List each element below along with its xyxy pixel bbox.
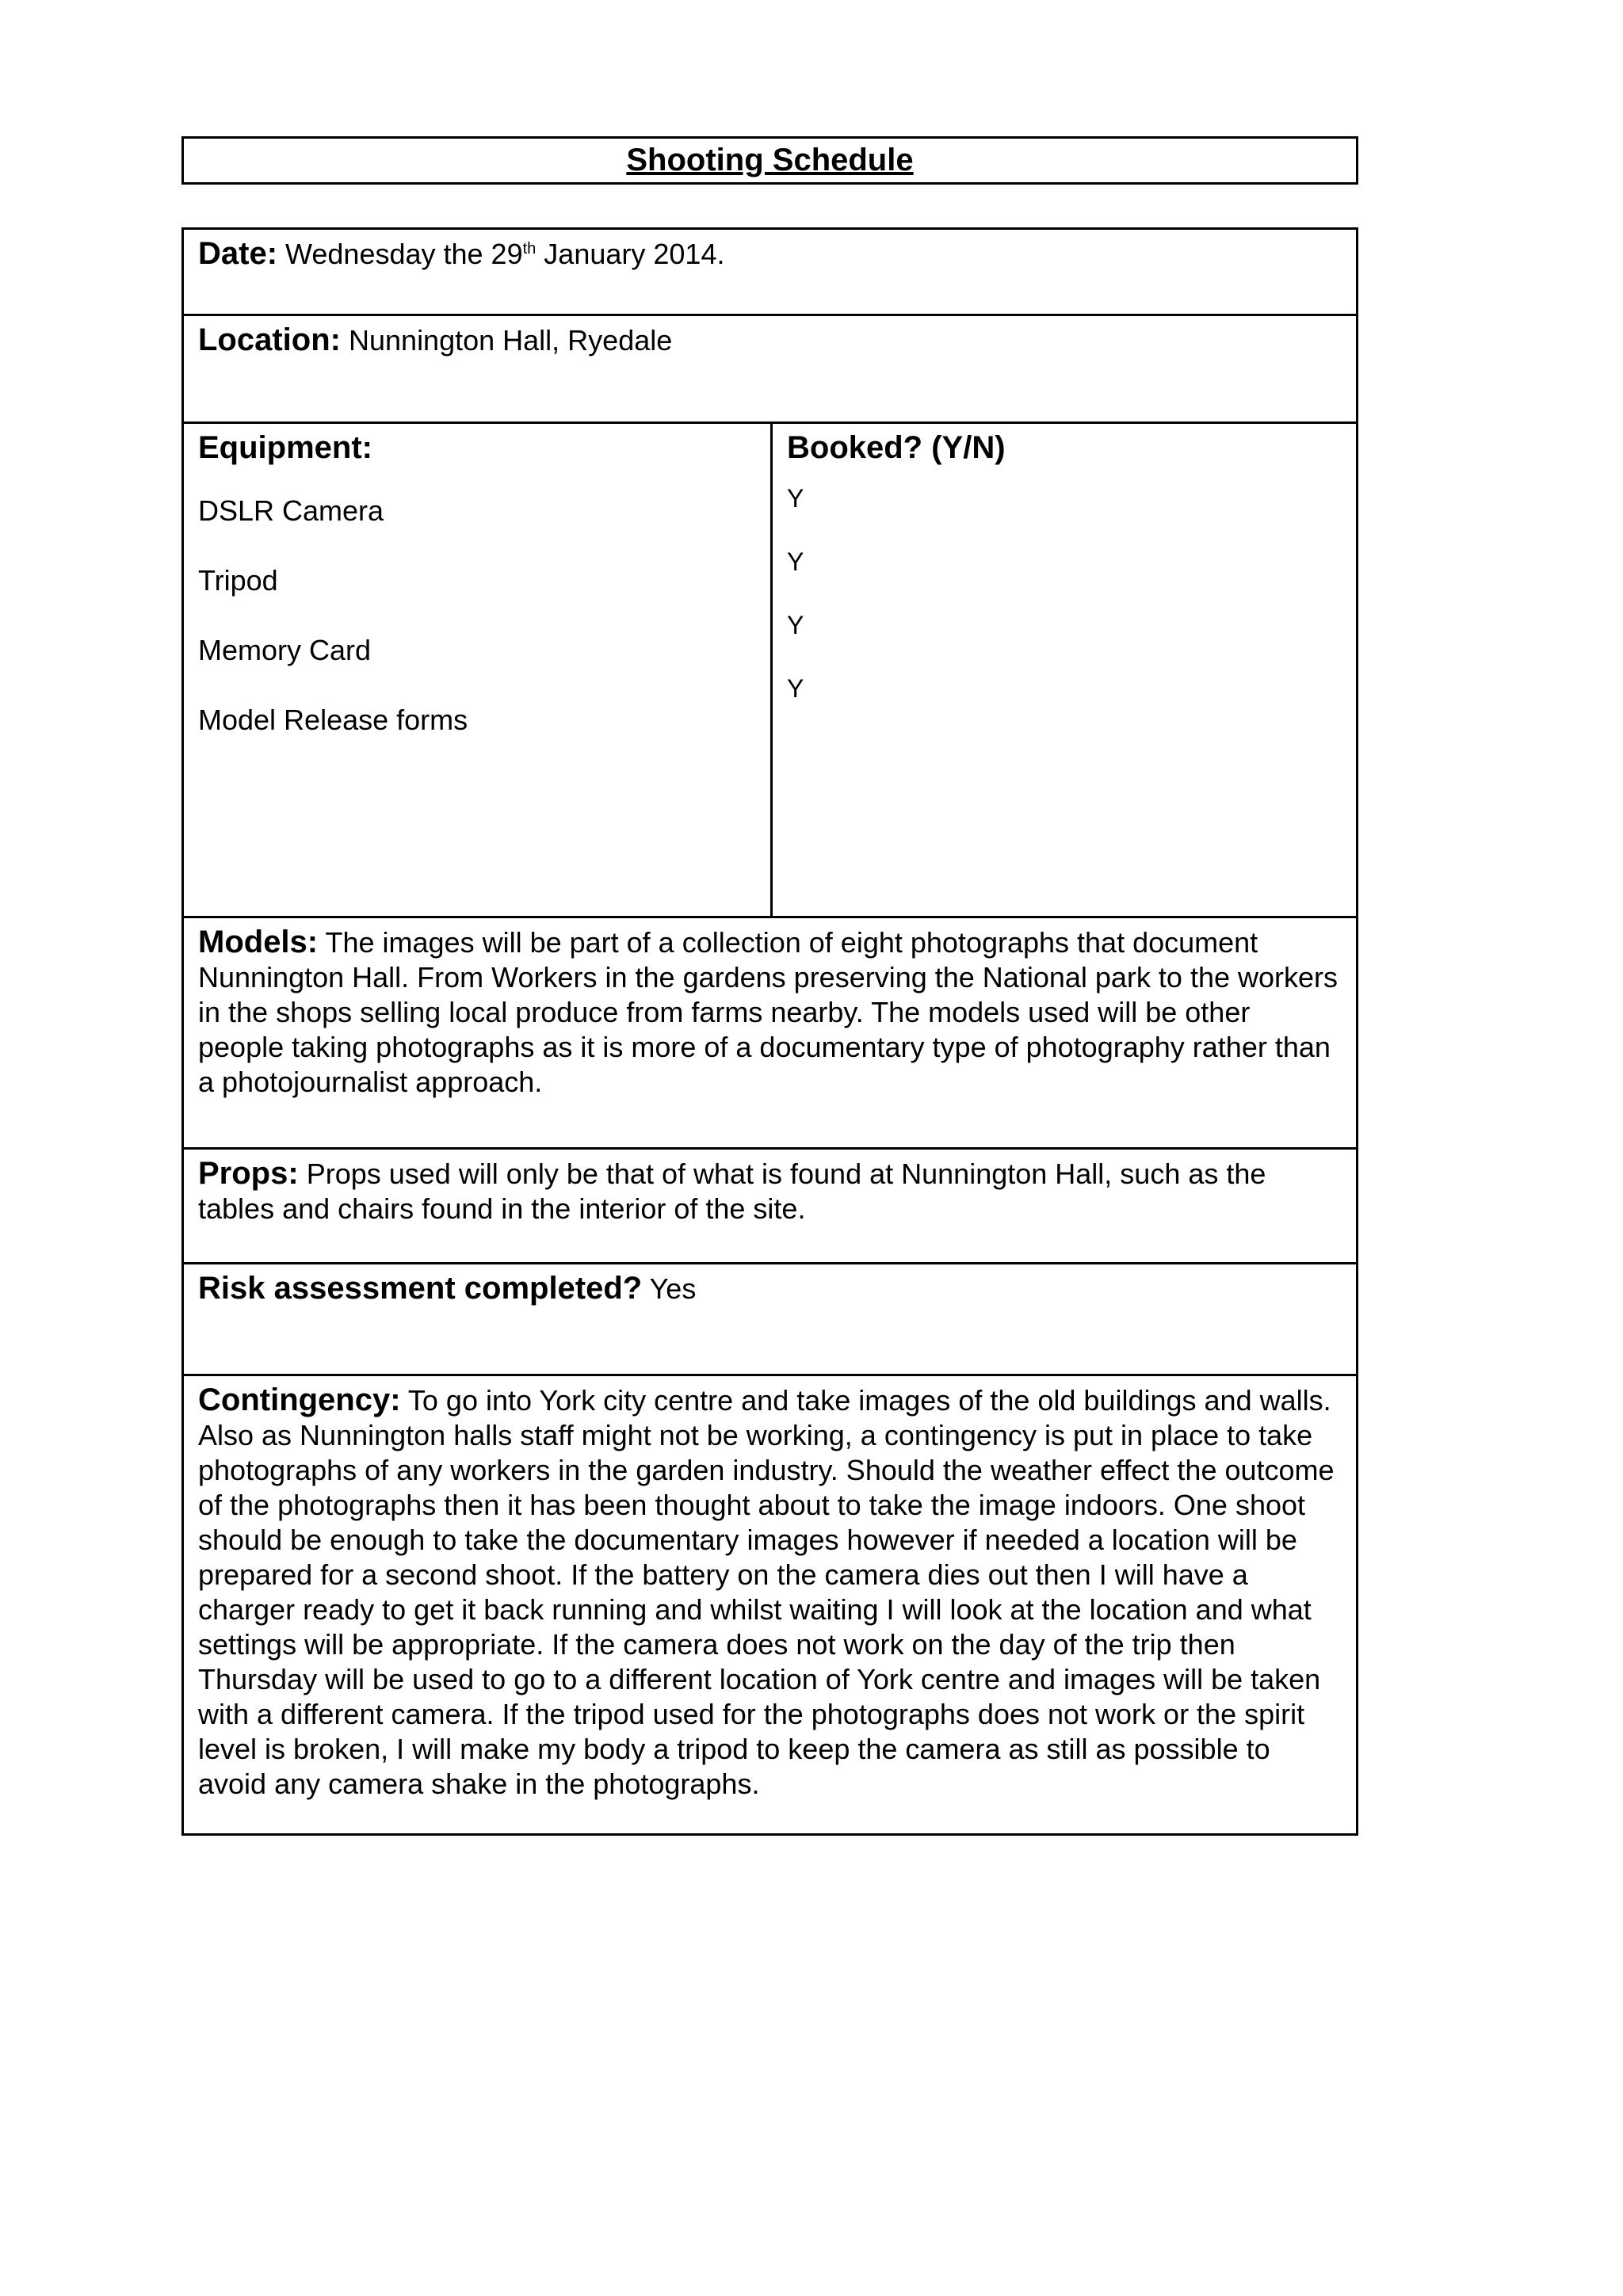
location-label: Location: — [198, 322, 341, 357]
equipment-item: Memory Card — [198, 634, 372, 666]
contingency-row — [183, 1375, 1358, 1835]
booked-value: Y — [787, 611, 804, 639]
models-label: Models: — [198, 925, 319, 959]
booked-value: Y — [787, 484, 804, 513]
risk-row — [183, 1264, 1358, 1375]
equipment-item: Tripod — [198, 564, 278, 597]
booked-label: Booked? (Y/N) — [787, 430, 1006, 465]
models-cell — [183, 917, 1358, 1149]
risk-cell — [183, 1264, 1358, 1375]
equipment-row — [183, 423, 1358, 917]
booked-list — [787, 467, 1342, 720]
date-label: Date: — [198, 236, 278, 271]
contingency-text: To go into York city centre and take images of the old buildings and walls. Also as Nunnington halls staff might not be working, a contingency is put in place to take photographs of any workers in the garden industry. Should the weather effect the outcome of the photographs then it has been thought about to take the image indoors. One shoot should be enough to take the documentary images however if needed a location will be prepared for a second shoot. If the battery on the camera dies out then I will have a charger ready to get it back running and whilst waiting I will look at the location and what settings will be appropriate. If the camera does not work on the day of the trip then Thursday will be used to go to a different location of York centre and images will be taken with a different camera. If the tripod used for the photographs does not work or the spirit level is broken, I will make my body a tripod to keep the camera as still as possible to avoid any camera shake in the photographs. — [198, 1384, 1335, 1800]
props-cell — [183, 1149, 1358, 1264]
date-superscript: th — [522, 240, 537, 257]
props-label: Props: — [198, 1156, 299, 1191]
equipment-cell — [183, 423, 772, 917]
date-cell — [183, 229, 1358, 315]
title-box — [181, 136, 1358, 185]
date-value — [285, 238, 724, 270]
contingency-label: Contingency: — [198, 1383, 401, 1417]
props-text: Props used will only be that of what is found at Nunnington Hall, such as the tables and chairs found in the interior of the site. — [198, 1158, 1266, 1225]
props-row — [183, 1149, 1358, 1264]
booked-cell — [772, 423, 1358, 917]
risk-value: Yes — [649, 1272, 697, 1305]
page-title: Shooting Schedule — [626, 143, 914, 177]
equipment-label: Equipment: — [198, 430, 372, 465]
risk-label: Risk assessment completed? — [198, 1271, 643, 1306]
date-row — [183, 229, 1358, 315]
date-text-after: January 2014. — [536, 238, 725, 270]
models-text: The images will be part of a collection of eight photographs that document Nunnington Hall. From Workers in the gardens preserving the National park to the workers in the shops selling local produce from farms nearby. The models used will be other people taking photographs as it is more of a documentary type of photography rather than a photojournalist approach. — [198, 926, 1338, 1098]
models-row — [183, 917, 1358, 1149]
equipment-list — [198, 487, 756, 744]
location-row — [183, 315, 1358, 423]
booked-value: Y — [787, 674, 804, 703]
equipment-item: DSLR Camera — [198, 494, 384, 527]
schedule-table — [181, 227, 1358, 1836]
equipment-item: Model Release forms — [198, 704, 468, 736]
date-text: Wednesday the 29 — [285, 238, 523, 270]
location-value: Nunnington Hall, Ryedale — [349, 324, 673, 357]
location-cell — [183, 315, 1358, 423]
contingency-cell — [183, 1375, 1358, 1835]
booked-value: Y — [787, 547, 804, 576]
